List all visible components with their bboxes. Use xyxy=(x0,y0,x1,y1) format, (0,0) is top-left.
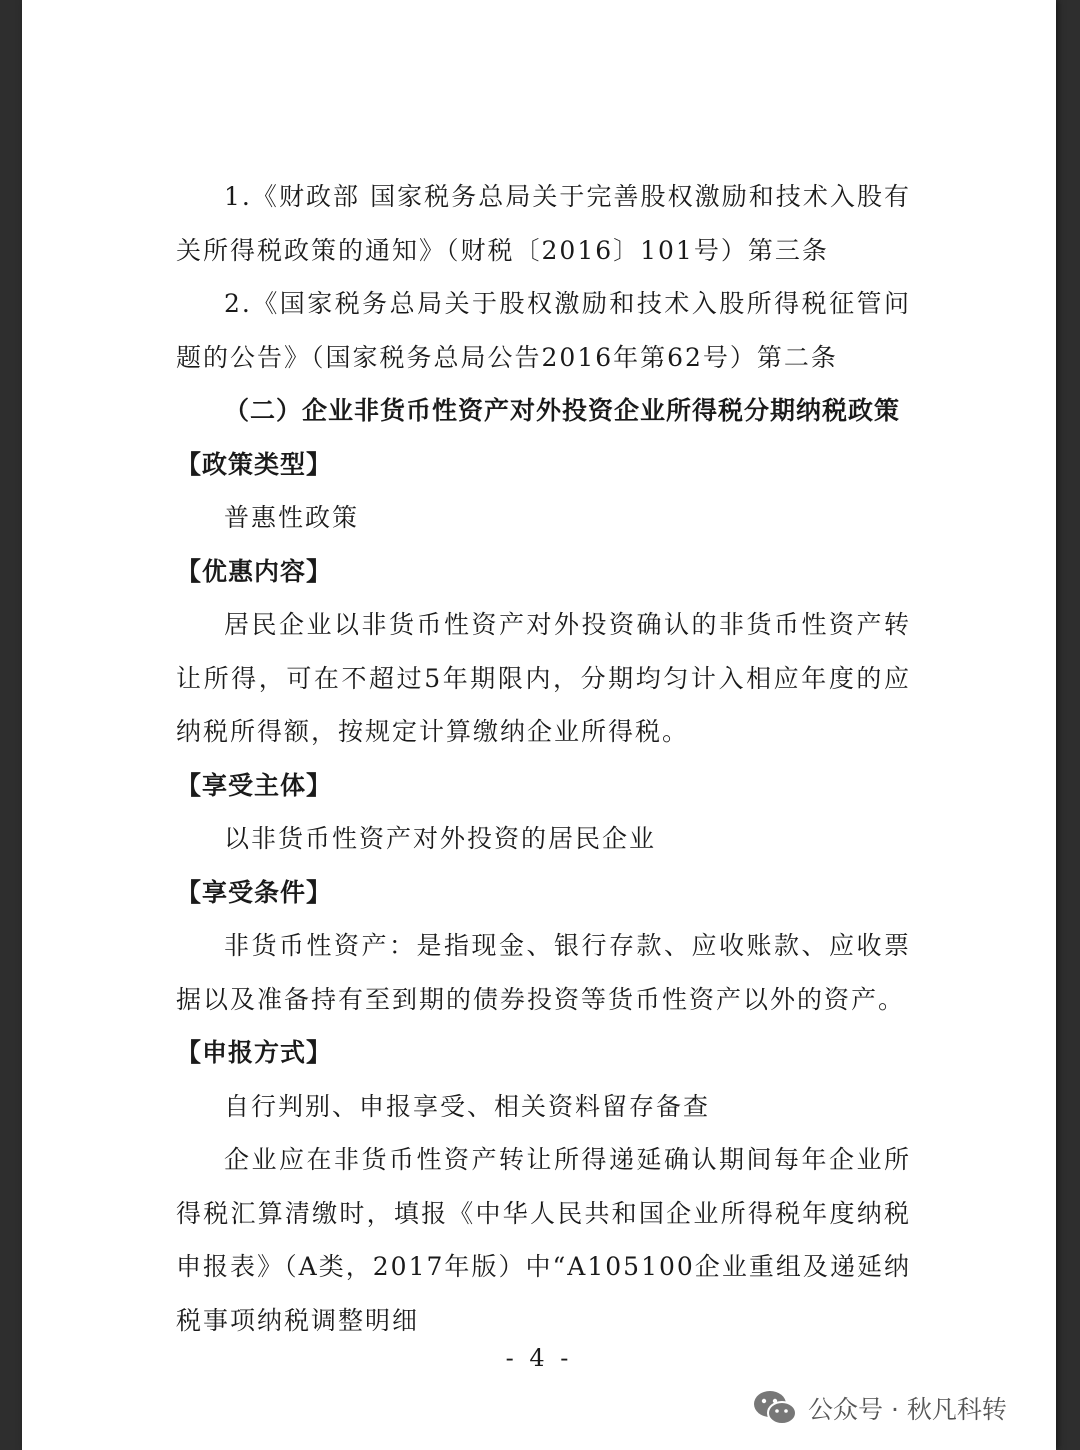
watermark-text: 公众号 · 秋凡科转 xyxy=(808,1395,1007,1424)
policy-type-text: 普惠性政策 xyxy=(224,503,360,532)
filing-detail-text: 企业应在非货币性资产转让所得递延确认期间每年企业所得税汇算清缴时，填报《中华人民共和国企业所得税年度纳税申报表》（A类，2017年版）中“A105100企业重组及递延纳税事项纳税调整明细 xyxy=(176,1145,911,1335)
reference-item-2: 2.《国家税务总局关于股权激励和技术入股所得税征管问题的公告》（国家税务总局公告2016年第62号）第二条 xyxy=(176,289,911,372)
watermark xyxy=(752,1386,1007,1430)
document-body xyxy=(176,170,911,1347)
document-page xyxy=(22,0,1056,1450)
section-heading: （二）企业非货币性资产对外投资企业所得税分期纳税政策 xyxy=(224,396,901,425)
label-policy-type: 【政策类型】 xyxy=(176,449,333,479)
wechat-icon xyxy=(752,1388,798,1428)
conditions-text: 非货币性资产：是指现金、银行存款、应收账款、应收票据以及准备持有至到期的债券投资等货币性资产以外的资产。 xyxy=(176,931,911,1014)
label-filing-method: 【申报方式】 xyxy=(176,1038,333,1067)
reference-item-1: 1.《财政部 国家税务总局关于完善股权激励和技术入股有关所得税政策的通知》（财税〔2016〕101号）第三条 xyxy=(176,182,911,265)
eligible-entity-text: 以非货币性资产对外投资的居民企业 xyxy=(224,824,657,853)
filing-method-text: 自行判别、申报享受、相关资料留存备查 xyxy=(224,1091,711,1121)
page-number: - 4 - xyxy=(505,1344,573,1372)
label-conditions: 【享受条件】 xyxy=(176,877,333,907)
label-eligible-entity: 【享受主体】 xyxy=(176,770,333,800)
label-benefit-content: 【优惠内容】 xyxy=(176,556,333,586)
benefit-content-text: 居民企业以非货币性资产对外投资确认的非货币性资产转让所得，可在不超过5年期限内，分期均匀计入相应年度的应纳税所得额，按规定计算缴纳企业所得税。 xyxy=(176,610,911,746)
